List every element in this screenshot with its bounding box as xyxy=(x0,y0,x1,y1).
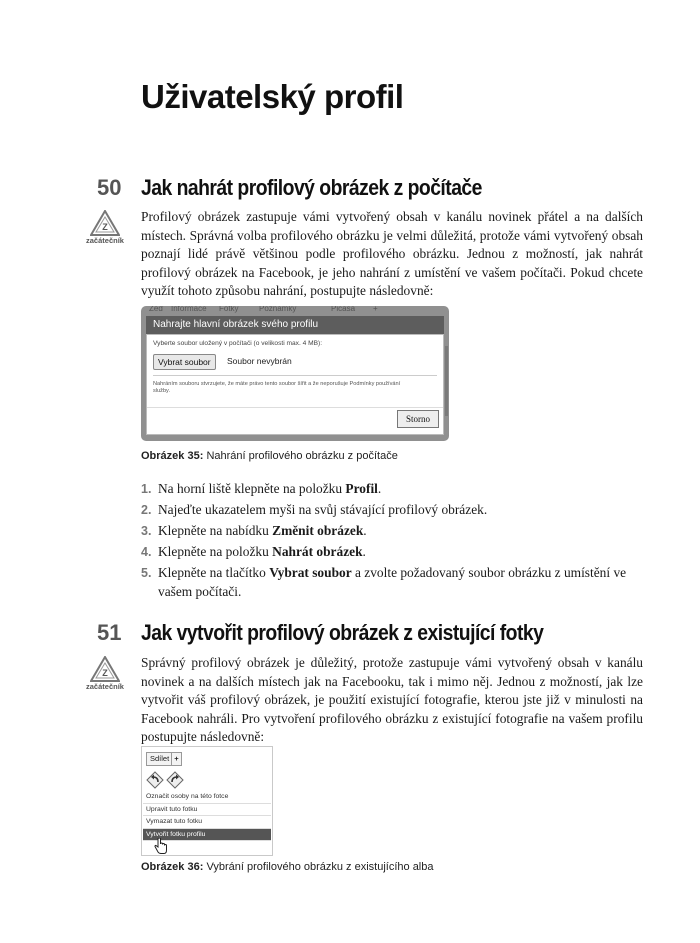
section-title-50: Jak nahrát profilový obrázek z počítače xyxy=(141,175,482,200)
upload-dialog-screenshot xyxy=(141,306,449,441)
list-item xyxy=(141,564,643,601)
terms-text: Nahráním souboru stvrzujete, že máte právo tento soubor šířit a že neporušuje Podmínky používání služby. xyxy=(153,381,401,394)
warning-triangle-icon xyxy=(90,656,120,682)
difficulty-label: začátečník xyxy=(86,682,124,691)
make-profile-picture-link[interactable]: Vytvořit fotku profilu xyxy=(143,829,271,842)
tag-people-link[interactable]: Označit osoby na této fotce xyxy=(143,791,271,804)
difficulty-badge xyxy=(82,656,128,691)
list-item xyxy=(141,543,643,562)
scrollbar[interactable] xyxy=(445,346,448,416)
rotate-right-icon[interactable] xyxy=(166,771,184,789)
section-number-51: 51 xyxy=(97,620,122,645)
section-number-50: 50 xyxy=(97,175,122,200)
caption-text: Vybrání profilového obrázku z existujícího alba xyxy=(206,861,434,873)
file-hint: Vyberte soubor uložený v počítači (o velikosti max. 4 MB): xyxy=(153,340,323,347)
step-text: Klepněte na tlačítko xyxy=(158,564,270,580)
cancel-button[interactable]: Storno xyxy=(397,410,439,428)
rotate-left-icon[interactable] xyxy=(146,771,164,789)
tab-photos[interactable]: Fotky xyxy=(219,306,239,313)
step-number: 1. xyxy=(141,482,152,496)
difficulty-badge xyxy=(82,210,128,245)
share-label: Sdílet xyxy=(150,754,170,763)
dialog-title: Nahrajte hlavní obrázek svého profilu xyxy=(146,316,444,334)
step-bold: Profil xyxy=(345,481,378,496)
tab-info[interactable]: Informace xyxy=(171,306,207,313)
svg-text:Z: Z xyxy=(102,222,108,232)
no-file-label: Soubor nevybrán xyxy=(227,356,292,366)
step-text-end: . xyxy=(362,543,366,559)
step-text: Najeďte ukazatelem myši na svůj stávající profilový obrázek. xyxy=(158,501,488,517)
tab-notes[interactable]: Poznámky xyxy=(259,306,297,313)
step-bold: Vybrat soubor xyxy=(269,564,352,580)
plus-icon[interactable]: + xyxy=(171,753,178,765)
step-bold: Nahrát obrázek xyxy=(272,543,363,559)
step-text: Klepněte na nabídku xyxy=(158,522,273,538)
caption-label: Obrázek 36: xyxy=(141,861,204,873)
share-button[interactable] xyxy=(146,752,182,766)
upload-dialog xyxy=(146,334,444,435)
figure-35-caption xyxy=(141,450,398,462)
step-number: 5. xyxy=(141,565,152,580)
section-title-51: Jak vytvořit profilový obrázek z existující fotky xyxy=(141,620,544,645)
photo-menu-screenshot xyxy=(141,746,273,856)
divider xyxy=(153,375,437,376)
hand-cursor-icon xyxy=(154,838,168,854)
figure-36-caption xyxy=(141,861,434,873)
steps-list xyxy=(141,480,643,604)
delete-photo-link[interactable]: Vymazat tuto fotku xyxy=(143,816,271,829)
step-text-end: . xyxy=(377,481,382,496)
tab-add[interactable]: + xyxy=(373,306,378,313)
step-number: 4. xyxy=(141,544,152,559)
section-50-intro: Profilový obrázek zastupuje vámi vytvořený obsah v kanálu novinek přátel a na dalších místech. Správná volba profilového obrázku je velmi důležitá, protože vámi vytvořený obsah poznají lidé právě většinou podle profilového obrázku. Jednou z možností, jak nahrát profilový obrázek na Facebook, je jeho nahrání z umístění ve vašem počítači. Pokud chcete využít tohoto způsobu nahrání, postupujte následovně: xyxy=(141,209,643,299)
step-text-end: a zvolte požadovaný soubor obrázku z umístění ve vašem počítači. xyxy=(158,564,627,599)
section-51-intro: Správný profilový obrázek je důležitý, protože zastupuje vámi vytvořený obsah v kanálu novinek a na dalších místech jak na Facebooku, tak i mimo něj. Jednou z možností, jak lze vytvořit váš profilový obrázek, je použití existující fotografie, kterou jste již v minulosti na Facebook nahráli. Pro vytvoření profilového obrázku z existující fotografie na vašem profilu postupujte následovně: xyxy=(141,655,643,745)
step-text: Klepněte na položku xyxy=(158,543,273,559)
chapter-title: Uživatelský profil xyxy=(141,78,404,115)
edit-photo-link[interactable]: Upravit tuto fotku xyxy=(143,804,271,817)
caption-text: Nahrání profilového obrázku z počítače xyxy=(206,450,398,462)
tab-picasa[interactable]: Picasa xyxy=(331,306,356,313)
step-text-end: . xyxy=(363,522,367,538)
tab-wall[interactable]: Zeď xyxy=(149,306,164,313)
difficulty-label: začátečník xyxy=(86,236,124,245)
svg-text:Z: Z xyxy=(102,668,108,678)
step-number: 3. xyxy=(141,523,152,538)
warning-triangle-icon xyxy=(90,210,120,236)
step-bold: Změnit obrázek xyxy=(272,522,364,538)
step-number: 2. xyxy=(141,502,152,517)
choose-file-button[interactable]: Vybrat soubor xyxy=(153,354,216,370)
caption-label: Obrázek 35: xyxy=(141,450,204,462)
list-item xyxy=(141,522,643,541)
step-text: Na horní liště klepněte na položku xyxy=(158,481,346,496)
divider xyxy=(147,407,443,408)
list-item xyxy=(141,480,643,499)
list-item xyxy=(141,501,643,520)
photo-actions-menu xyxy=(143,791,271,841)
